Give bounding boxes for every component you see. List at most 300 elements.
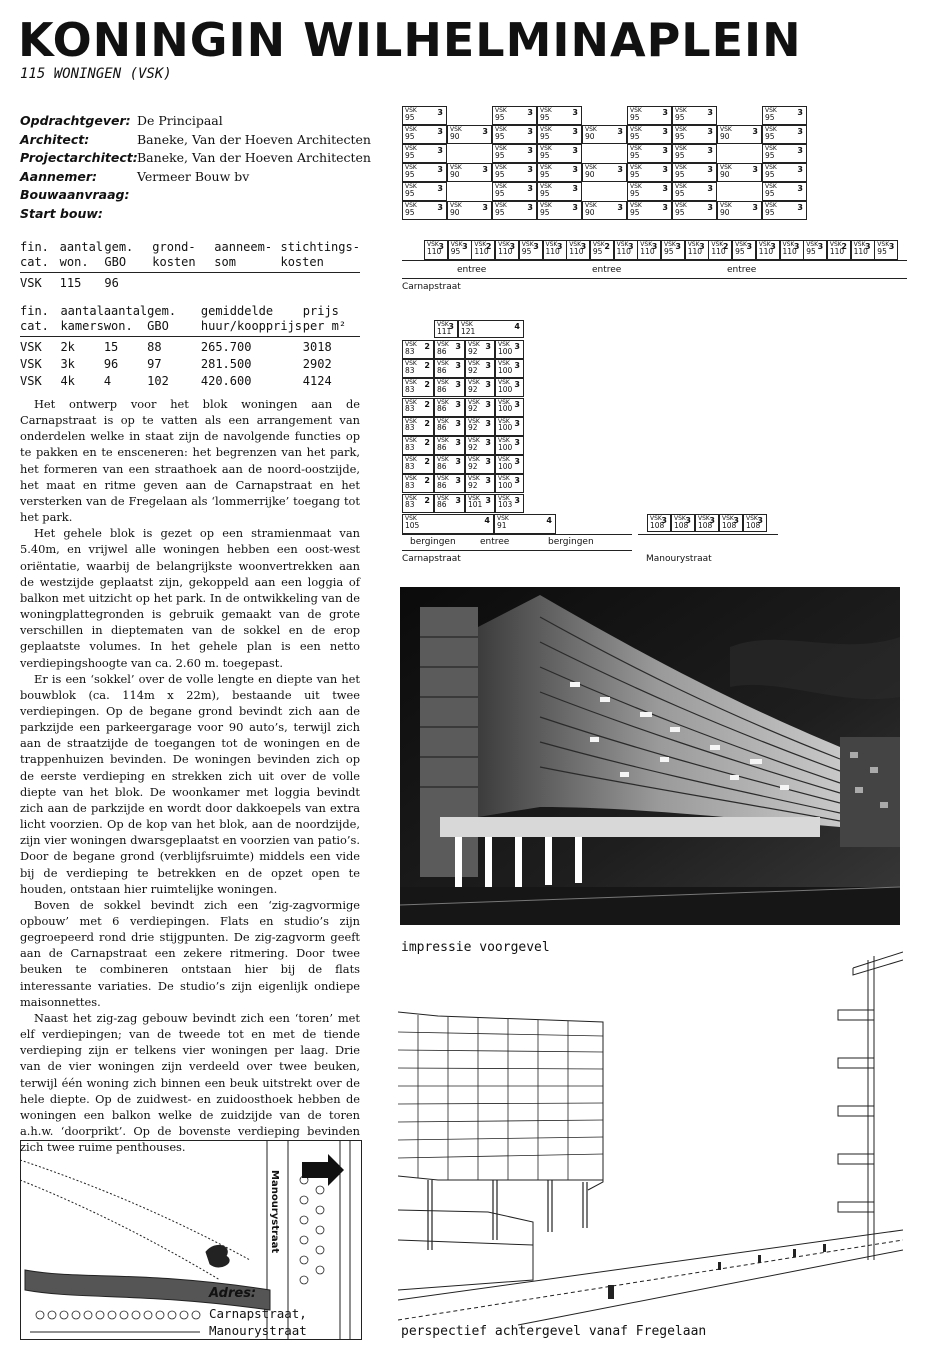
cell-type	[877, 242, 889, 256]
cell-area: 100	[498, 423, 513, 433]
dwelling-cell	[495, 359, 524, 378]
cell-category: VSK	[540, 107, 552, 114]
cell-category: VSK	[437, 341, 449, 348]
cell-rooms: 3	[556, 242, 563, 251]
cell-type	[468, 419, 480, 433]
cell-type	[675, 165, 687, 179]
dwelling-cell	[762, 106, 807, 125]
cell-category: VSK	[675, 126, 687, 133]
cell-area: 90	[450, 207, 460, 217]
cell-area: 110	[569, 246, 584, 256]
facade-photo	[400, 587, 900, 925]
cell-type	[468, 400, 480, 414]
cell-rooms: 3	[572, 165, 578, 174]
perspective-drawing	[398, 940, 903, 1330]
cell-type	[675, 108, 687, 122]
cell-rooms: 3	[455, 380, 461, 390]
cell-type	[468, 342, 480, 356]
cell-area: 83	[405, 500, 415, 510]
cell-type	[468, 457, 480, 471]
cell-category: VSK	[405, 437, 417, 444]
cell-category: VSK	[437, 321, 449, 328]
cell-rooms: 2	[424, 495, 430, 505]
cell-type	[498, 419, 512, 433]
table-cell: 420.600	[200, 374, 252, 388]
page-subtitle: 115 WONINGEN (VSK)	[20, 66, 172, 82]
cell-area: 110	[616, 246, 631, 256]
dwelling-cell	[402, 417, 434, 436]
cell-rooms: 2	[604, 242, 610, 251]
dwelling-cell	[566, 240, 590, 260]
cell-type	[540, 184, 552, 198]
cell-area: 86	[437, 365, 447, 375]
cell-rooms: 3	[509, 242, 516, 251]
cell-area: 90	[450, 131, 460, 141]
cell-rooms: 3	[514, 495, 520, 505]
cell-type	[498, 380, 512, 394]
table-cell: 2902	[302, 357, 332, 371]
credit-label: Aannemer:	[20, 168, 98, 184]
cell-category: VSK	[765, 202, 777, 209]
dwelling-cell	[402, 474, 434, 493]
dwelling-cell	[495, 494, 524, 513]
cell-type	[437, 476, 449, 490]
plan-wall	[402, 550, 632, 551]
cell-category: VSK	[650, 515, 662, 522]
dwelling-cell	[471, 240, 495, 260]
cell-type	[495, 203, 507, 217]
table-header: aantal won.	[60, 240, 105, 273]
cell-rooms: 2	[424, 380, 430, 390]
cell-rooms: 4	[546, 516, 552, 525]
cell-area: 108	[674, 520, 689, 530]
credit-value: Vermeer Bouw bv	[137, 168, 250, 184]
table-cell: 3018	[302, 340, 332, 354]
dwelling-cell	[582, 163, 627, 182]
dwelling-cell	[719, 514, 743, 532]
cell-area: 110	[498, 246, 513, 256]
cell-area: 95	[675, 169, 685, 179]
cell-rooms: 3	[527, 203, 533, 212]
cell-type	[675, 146, 687, 160]
cell-area: 95	[877, 246, 887, 256]
dwelling-cell	[672, 106, 717, 125]
table-header: gem. GBO	[147, 304, 201, 337]
cell-rooms: 3	[651, 242, 658, 251]
cell-rooms: 2	[424, 361, 430, 371]
cell-category: VSK	[498, 456, 510, 464]
entrance-label: entree	[480, 537, 510, 547]
cell-area: 108	[698, 520, 713, 530]
cell-category: VSK	[675, 145, 687, 152]
cell-rooms: 3	[817, 242, 824, 251]
cell-rooms: 3	[797, 146, 803, 155]
table-cell: 96	[104, 276, 119, 290]
cell-rooms: 3	[514, 399, 520, 409]
credit-label: Start bouw:	[20, 205, 103, 221]
cell-rooms: 3	[733, 516, 739, 525]
dwelling-cell	[717, 125, 762, 144]
cell-type	[405, 419, 417, 433]
cell-category: VSK	[722, 515, 734, 522]
cell-category: VSK	[474, 241, 487, 248]
table-cell: VSK	[20, 276, 42, 290]
dwelling-cell	[402, 359, 434, 378]
cell-rooms: 3	[527, 184, 533, 193]
cell-type	[405, 476, 417, 490]
cell-rooms: 3	[482, 165, 488, 174]
body-paragraph: Er is een ‘sokkel’ over de volle lengte en diepte van het bouwblok (ca. 114m x 22m), bestaande uit twee verdiepingen. Op de begane grond bevindt zich aan de parkzijde een parkeergarage voor 90 auto’s, terwijl zich aan de straatzijde de toegangen tot de woningen en de trappenhuizen bevinden. De woningen bevinden zich op de eerste verdieping en strekken zich uit over de volle diepte van het blok. De woonkamer met loggia bevindt zich aan de parkzijde en wordt door dakkoepels van extra licht voorzien. Op de kop van het blok, aan de noordzijde, zijn vier woningen dwarsgeplaatst en voorzien van patio’s. Door de begane grond (verblijfsruimte) middels een vide bij de verdieping te betrekken en de opzet open te houden, ontstaan hier ruimtelijke woningen.	[20, 671, 360, 896]
cell-category: VSK	[540, 164, 552, 171]
cell-type	[437, 342, 449, 356]
cell-type	[498, 438, 512, 452]
cell-rooms: 3	[662, 203, 668, 212]
cell-category: VSK	[675, 183, 687, 190]
cell-category: VSK	[437, 417, 449, 425]
map-street-label: Manourystraat	[269, 1170, 280, 1254]
cell-type	[765, 127, 777, 141]
cell-rooms: 3	[485, 438, 491, 447]
cell-area: 110	[829, 246, 845, 256]
price-table	[20, 304, 360, 390]
cell-category: VSK	[468, 417, 480, 425]
dwelling-cell	[447, 201, 492, 220]
cell-type	[720, 203, 732, 217]
cell-area: 86	[437, 404, 447, 414]
cell-rooms: 3	[572, 203, 578, 212]
cell-area: 108	[650, 520, 665, 530]
cell-category: VSK	[616, 241, 629, 248]
cell-type	[522, 242, 534, 256]
dwelling-cell	[434, 474, 465, 493]
credit-label: Bouwaanvraag:	[20, 187, 130, 202]
dwelling-cell	[434, 340, 465, 359]
dwelling-cell	[647, 514, 671, 532]
cell-rooms: 3	[572, 146, 578, 155]
cell-rooms: 3	[455, 457, 461, 467]
table-header: fin. cat.	[20, 304, 60, 337]
table-cell	[152, 273, 214, 293]
storage-label: bergingen	[548, 537, 594, 547]
cell-category: VSK	[497, 515, 509, 522]
cell-category: VSK	[545, 241, 558, 248]
cell-category: VSK	[758, 241, 771, 248]
cell-category: VSK	[630, 145, 642, 152]
table-header: aantal kamers	[60, 304, 103, 337]
dwelling-cell	[465, 340, 495, 359]
dwelling-cell	[582, 125, 627, 144]
cell-category: VSK	[468, 379, 480, 387]
cell-rooms: 3	[485, 399, 491, 409]
body-paragraph: Het ontwerp voor het blok woningen aan de Carnapstraat is op te vatten als een arrangement van onderdelen welke in staat zijn de navolgende functies op te pakken en te ensceneren: het begrenzen van het park, het formeren van een straathoek aan de noord-oostzijde, het maat en ritme geven aan de Carnapstraat en het versterken van de Fregelaan als ‘lommerrijke’ toegang tot het park.	[20, 397, 360, 525]
table-cell: 281.500	[200, 357, 252, 371]
dwelling-cell	[492, 201, 537, 220]
plan-wall	[402, 278, 907, 279]
dwelling-cell	[627, 201, 672, 220]
cell-type	[765, 165, 777, 179]
credit-label: Opdrachtgever:	[20, 113, 131, 128]
cell-category: VSK	[498, 398, 510, 406]
dwelling-cell	[637, 240, 661, 260]
cell-area: 100	[498, 346, 513, 356]
cell-area: 100	[498, 442, 513, 452]
cell-category: VSK	[405, 164, 417, 171]
credit-row	[20, 149, 371, 168]
cell-type	[437, 457, 449, 471]
table-cell: 4124	[302, 374, 332, 388]
address-lines	[209, 1305, 307, 1339]
cell-area: 95	[540, 131, 550, 141]
cell-area: 105	[405, 520, 420, 530]
cell-area: 92	[468, 346, 478, 356]
cell-category: VSK	[630, 183, 642, 190]
cell-area: 108	[722, 520, 737, 530]
body-paragraph: Naast het zig-zag gebouw bevindt zich een ‘toren’ met elf verdiepingen; van de tweede tot en met de tiende verdieping zijn er telkens vier woningen per laag. Drie van de vier woningen zijn verdeeld over twee beuken, terwijl één woning zich binnen een beuk uitstrekt over de hele diepte. Op de zuidwest- en zuidoosthoek hebben de woningen een balkon welke de zuidzijde van de toren a.h.w. ‘doorprikt’. Op de bovenste verdieping bevinden zich twee ruime penthouses.	[20, 1010, 360, 1155]
cell-area: 95	[495, 188, 505, 198]
cell-rooms: 3	[865, 242, 871, 251]
cell-area: 95	[806, 246, 816, 256]
dwelling-cell	[672, 125, 717, 144]
cell-type	[405, 165, 417, 179]
cell-rooms: 3	[752, 165, 758, 174]
cell-area: 95	[405, 188, 415, 198]
cell-area: 95	[675, 207, 685, 217]
cell-category: VSK	[720, 126, 732, 133]
cell-type	[495, 165, 507, 179]
dwelling-cell	[434, 378, 465, 397]
dwelling-cell	[402, 106, 447, 125]
dwelling-cell	[627, 144, 672, 163]
cell-type	[806, 242, 818, 256]
dwelling-cell	[614, 240, 638, 260]
dwelling-cell	[803, 240, 827, 260]
cell-area: 100	[498, 384, 513, 394]
dwelling-cell	[402, 436, 434, 455]
cell-area: 95	[405, 169, 415, 179]
dwelling-cell	[402, 182, 447, 201]
cell-category: VSK	[405, 494, 417, 502]
cell-category: VSK	[720, 202, 732, 209]
cell-type	[450, 165, 462, 179]
cell-area: 110	[711, 246, 726, 256]
cell-rooms: 3	[797, 203, 803, 212]
cell-rooms: 3	[485, 476, 491, 486]
cell-category: VSK	[498, 475, 510, 483]
cell-type	[540, 108, 552, 122]
cell-rooms: 3	[455, 361, 461, 371]
cell-category: VSK	[498, 379, 510, 387]
cell-rooms: 3	[797, 108, 803, 117]
cell-rooms: 3	[437, 165, 443, 174]
cell-category: VSK	[585, 164, 597, 171]
cell-type	[498, 476, 512, 490]
cell-area: 110	[687, 246, 703, 256]
cell-area: 86	[437, 423, 447, 433]
dwelling-cell	[543, 240, 567, 260]
dwelling-cell	[590, 240, 614, 260]
cell-category: VSK	[765, 107, 777, 114]
cell-area: 121	[461, 326, 476, 336]
cell-category: VSK	[498, 437, 510, 444]
table-header: grond- kosten	[152, 240, 214, 273]
cell-area: 95	[495, 150, 505, 160]
cell-rooms: 3	[572, 108, 578, 117]
cost-table	[20, 240, 360, 292]
credits-list	[20, 112, 371, 223]
dwelling-cell	[827, 240, 851, 260]
cell-type	[630, 165, 642, 179]
cell-area: 110	[758, 246, 774, 256]
cell-category: VSK	[437, 475, 449, 483]
cell-area: 95	[735, 246, 745, 256]
dwelling-cell	[465, 494, 495, 513]
table-header: aanneem- som	[214, 240, 280, 273]
dwelling-cell	[458, 320, 524, 338]
cell-category: VSK	[495, 107, 507, 114]
cell-type	[468, 361, 480, 375]
cell-area: 95	[540, 188, 550, 198]
table-row	[20, 356, 360, 373]
cell-area: 95	[630, 150, 640, 160]
cell-category: VSK	[495, 202, 507, 209]
cell-category: VSK	[427, 241, 439, 248]
cell-area: 111	[437, 326, 452, 336]
cell-type	[497, 516, 509, 530]
cell-area: 110	[640, 246, 655, 256]
cell-area: 90	[585, 131, 595, 141]
site-map	[20, 1140, 362, 1340]
cell-area: 83	[405, 480, 415, 490]
cell-rooms: 3	[455, 399, 461, 409]
cell-area: 95	[540, 169, 550, 179]
cell-area: 92	[468, 423, 478, 433]
cell-area: 95	[450, 246, 461, 256]
credit-label: Projectarchitect:	[20, 150, 138, 165]
cell-category: VSK	[675, 202, 687, 209]
cell-category: VSK	[495, 126, 507, 133]
cell-rooms: 3	[514, 342, 520, 351]
cell-category: VSK	[405, 379, 417, 387]
dwelling-cell	[465, 359, 495, 378]
cell-type	[675, 184, 687, 198]
cell-category: VSK	[540, 126, 552, 133]
cell-area: 86	[437, 346, 447, 356]
cell-area: 90	[720, 131, 730, 141]
cell-rooms: 3	[514, 438, 520, 447]
dwelling-cell	[672, 163, 717, 182]
cell-area: 100	[498, 365, 513, 375]
table-cell: 3k	[60, 357, 75, 371]
cell-type	[451, 242, 463, 256]
cell-category: VSK	[405, 515, 417, 522]
cell-category: VSK	[405, 456, 417, 464]
dwelling-cell	[537, 182, 582, 201]
cell-area: 95	[592, 246, 603, 256]
cell-type	[405, 127, 417, 141]
dwelling-cell	[495, 455, 524, 474]
table-header: prijs per m²	[303, 304, 360, 337]
cell-rooms: 3	[514, 380, 520, 390]
floor-plan-lower	[402, 318, 782, 564]
cell-rooms: 3	[707, 184, 713, 193]
cell-category: VSK	[585, 126, 597, 133]
cell-rooms: 3	[485, 361, 491, 371]
cell-rooms: 3	[752, 203, 758, 212]
dwelling-cell	[537, 106, 582, 125]
dwelling-cell	[762, 201, 807, 220]
cell-category: VSK	[405, 202, 417, 209]
cell-rooms: 3	[797, 184, 803, 193]
cell-type	[630, 146, 642, 160]
dwelling-cell	[434, 494, 465, 513]
cell-area: 110	[853, 246, 868, 256]
plan-wall	[402, 534, 632, 535]
cell-type	[540, 165, 552, 179]
dwelling-cell	[743, 514, 767, 532]
cell-rooms: 3	[707, 127, 713, 136]
dwelling-cell	[434, 436, 465, 455]
cell-category: VSK	[765, 145, 777, 152]
cell-area: 95	[630, 169, 640, 179]
cell-area: 91	[497, 520, 507, 530]
cell-rooms: 2	[424, 342, 430, 351]
cell-type	[437, 496, 449, 510]
dwelling-cell	[627, 182, 672, 201]
table-cell: VSK	[20, 357, 42, 371]
credit-row	[20, 112, 371, 131]
table-header: gemiddelde huur/koopprijs	[201, 304, 303, 337]
table-cell: 102	[147, 374, 169, 388]
cell-rooms: 2	[722, 242, 729, 251]
cell-rooms: 2	[424, 457, 430, 467]
cell-area: 100	[498, 404, 513, 414]
cell-rooms: 3	[448, 322, 454, 331]
dwelling-cell	[851, 240, 875, 260]
cell-category: VSK	[592, 241, 605, 248]
cell-area: 110	[782, 246, 797, 256]
dwelling-cell	[402, 514, 494, 534]
dwelling-cell	[495, 240, 519, 260]
cell-type	[498, 496, 512, 510]
table-cell: VSK	[20, 340, 42, 354]
cell-rooms: 3	[437, 146, 443, 155]
cell-area: 95	[675, 150, 685, 160]
cell-rooms: 3	[482, 127, 488, 136]
entrance-label: entree	[457, 265, 487, 275]
cell-rooms: 3	[438, 242, 444, 251]
cell-category: VSK	[468, 437, 480, 444]
cell-type	[405, 146, 417, 160]
cell-area: 95	[495, 131, 505, 141]
cell-area: 86	[437, 500, 447, 510]
cell-rooms: 3	[709, 516, 715, 525]
cell-category: VSK	[540, 145, 552, 152]
cell-type	[405, 203, 417, 217]
cell-category: VSK	[437, 398, 449, 406]
cell-type	[405, 342, 417, 356]
cell-area: 92	[468, 365, 478, 375]
dwelling-cell	[537, 125, 582, 144]
dwelling-cell	[402, 201, 447, 220]
dwelling-cell	[402, 378, 434, 397]
cell-category: VSK	[461, 321, 473, 328]
cell-area: 92	[468, 384, 478, 394]
cell-rooms: 4	[514, 322, 520, 331]
cell-rooms: 2	[485, 242, 492, 251]
dwelling-cell	[495, 378, 524, 397]
cell-category: VSK	[468, 360, 480, 368]
street-label: Carnapstraat	[402, 554, 461, 564]
